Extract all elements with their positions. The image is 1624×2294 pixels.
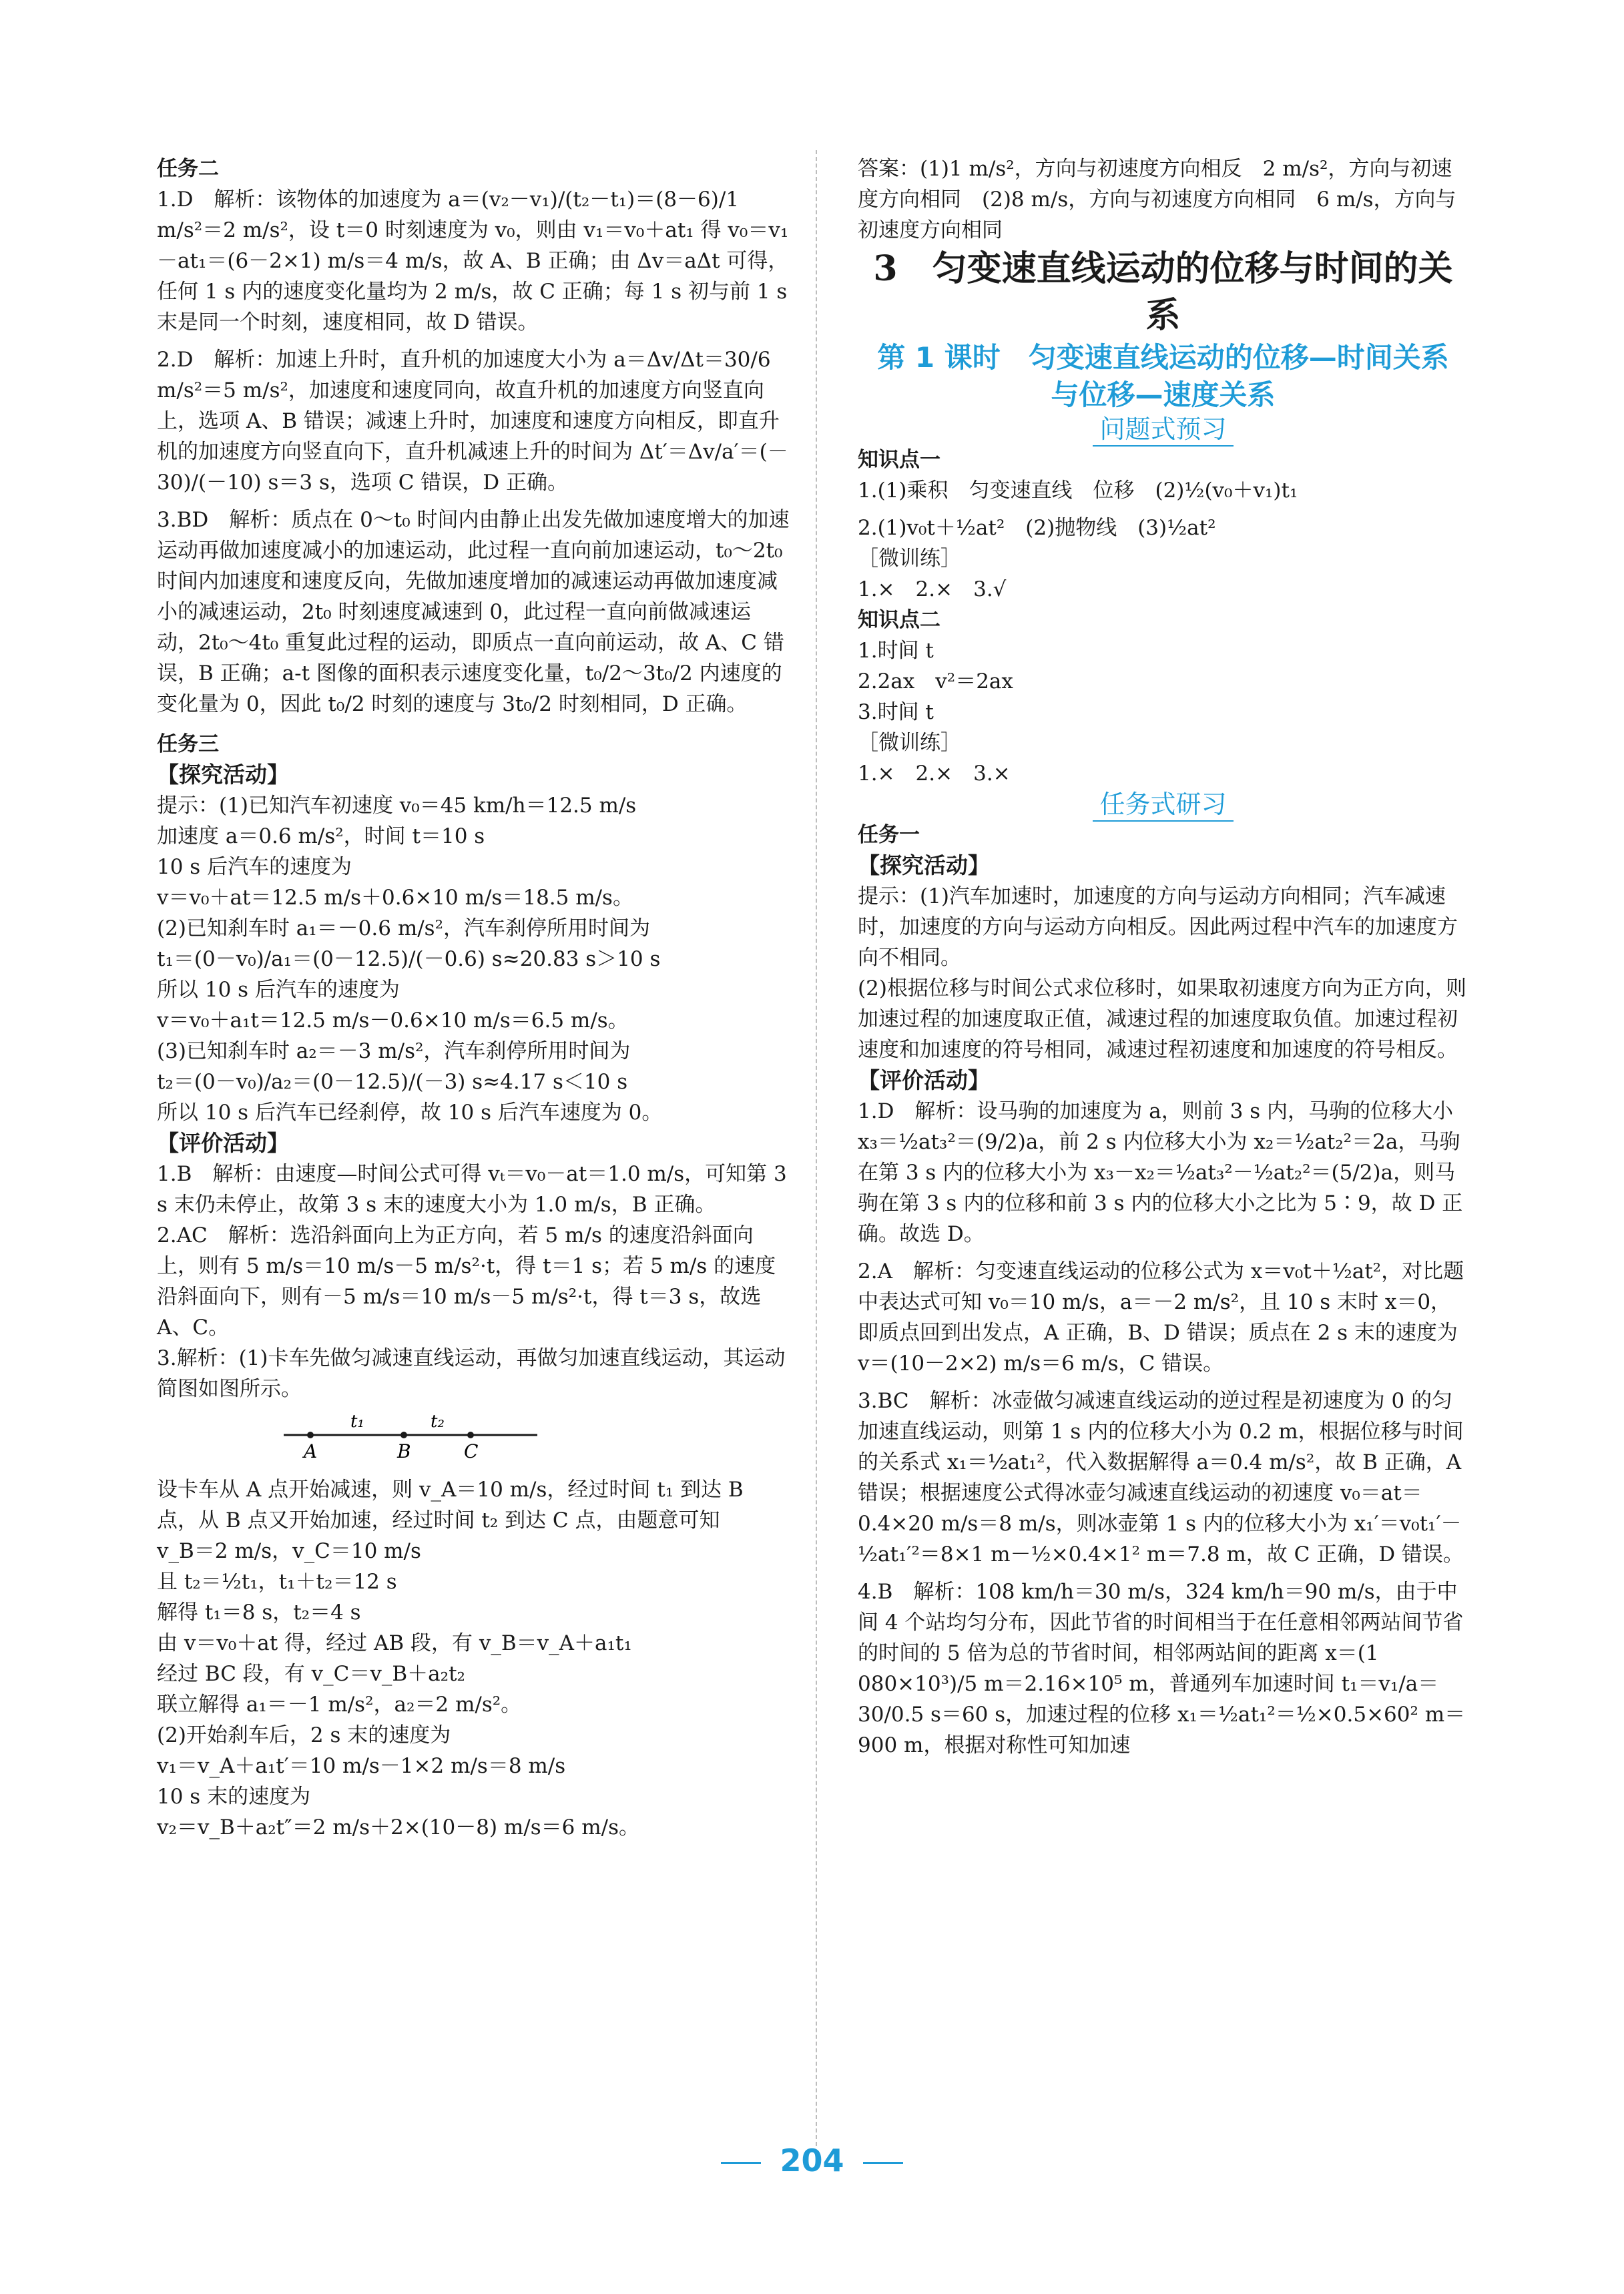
point-label-a: A [304, 1440, 318, 1462]
task3-after-line: v₂＝v_B＋a₂t″＝2 m/s＋2×(10－8) m/s＝6 m/s。 [157, 1815, 639, 1839]
task3-explore-line: 10 s 后汽车的速度为 [157, 855, 352, 879]
task3-eval-item-3: 3.解析：(1)卡车先做匀减速直线运动，再做匀加速直线运动，其运动简图如图所示。 [157, 1346, 786, 1401]
task3-after-line: 由 v＝v₀＋at 得，经过 AB 段，有 v_B＝v_A＋a₁t₁ [157, 1631, 632, 1655]
segment-label-t2: t₂ [431, 1412, 445, 1432]
section-title: 3 匀变速直线运动的位移与时间的关系 [873, 248, 1453, 336]
study-heading-text: 任务式研习 [1093, 790, 1233, 822]
task3-after-line: 10 s 末的速度为 [157, 1785, 311, 1809]
task3-explore-line: (3)已知刹车时 a₂＝－3 m/s²，汽车刹停所用时间为 [157, 1039, 631, 1063]
task3-explore-line: 所以 10 s 后汽车已经刹停，故 10 s 后汽车速度为 0。 [157, 1101, 663, 1125]
task1-eval-item-2: 2.A 解析：匀变速直线运动的位移公式为 x＝v₀t＋½at²，对比题中表达式可知 v₀＝10 m/s，a＝－2 m/s²，且 10 s 末时 x＝0，即质点回到出发点，A 正确，B、D 错误；质点在 2 s 末的速度为 v＝(10－2×2) m/s＝6 m/s，C 错误。 [858, 1259, 1464, 1376]
kp1-line: 1.× 2.× 3.√ [858, 577, 1007, 601]
kp1-line: 2.(1)v₀t＋½at² (2)抛物线 (3)½at² [858, 516, 1216, 540]
kp2-line: 1.时间 t [858, 639, 934, 663]
kp1-line: ［微训练］ [858, 547, 961, 571]
task2-item-3: 3.BD 解析：质点在 0～t₀ 时间内由静止出发先做加速度增大的加速运动再做加速度减小的加速运动，此过程一直向前加速运动，t₀～2t₀ 时间内加速度和速度反向，先做加速度增加的减速运动再做加速度减小的减速运动，2t₀ 时刻速度减速到 0，此过程一直向前做减速运动，2t₀～4t₀ 重复此过程的运动，即质点一直向前运动，故 A、C 错误，B 正确；a-t 图像的面积表示速度变化量，t₀/2～3t₀/2 内速度的变化量为 0，因此 t₀/2 时刻的速度与 3t₀/2 时刻相同，D 正确。 [157, 508, 790, 716]
task3-explore-line: t₁＝(0－v₀)/a₁＝(0－12.5)/(－0.6) s≈20.83 s＞10 s [157, 947, 661, 971]
task3-after-line: (2)开始刹车后，2 s 末的速度为 [157, 1723, 451, 1747]
task3-explore-heading: 【探究活动】 [157, 762, 289, 788]
task3-explore-line: (2)已知刹车时 a₁＝－0.6 m/s²，汽车刹停所用时间为 [157, 916, 651, 940]
lesson-title-line-1: 第 1 课时 匀变速直线运动的位移—时间关系 [877, 341, 1449, 374]
task1-explore-line: 提示：(1)汽车加速时，加速度的方向与运动方向相同；汽车减速时，加速度的方向与运动方向相反。因此两过程中汽车的加速度方向不相同。 [858, 884, 1458, 970]
segment-label-t1: t₁ [350, 1412, 364, 1432]
task3-after-line: 且 t₂＝½t₁，t₁＋t₂＝12 s [157, 1570, 397, 1594]
kp2-line: 3.时间 t [858, 700, 934, 724]
motion-diagram [270, 1408, 551, 1462]
task3-explore-line: 提示：(1)已知汽车初速度 v₀＝45 km/h＝12.5 m/s [157, 794, 637, 818]
task3-explore-line: 加速度 a＝0.6 m/s²，时间 t＝10 s [157, 824, 485, 848]
kp2-line: ［微训练］ [858, 731, 961, 755]
lesson-title-line-2: 与位移—速度关系 [1051, 378, 1276, 411]
preview-heading-text: 问题式预习 [1093, 414, 1233, 447]
task2-item-1: 1.D 解析：该物体的加速度为 a＝(v₂－v₁)/(t₂－t₁)＝(8－6)/1 m/s²＝2 m/s²，设 t＝0 时刻速度为 v₀，则由 v₁＝v₀＋at₁ 得 v₀＝v₁－at₁＝(6－2×1) m/s＝4 m/s，故 A、B 正确；由 Δv＝aΔt 可得，任何 1 s 内的速度变化量均为 2 m/s，故 C 正确；每 1 s 初与前 1 s 末是同一个时刻，速度相同，故 D 错误。 [157, 188, 794, 334]
task1-eval-item-3: 3.BC 解析：冰壶做匀减速直线运动的逆过程是初速度为 0 的匀加速直线运动，则第 1 s 内的位移大小为 0.2 m，根据位移与时间的关系式 x₁＝½at₁²，代入数据解得 a＝0.4 m/s²，故 B 正确，A 错误；根据速度公式得冰壶匀减速直线运动的初速度 v₀＝at＝0.4×20 m/s＝8 m/s，则冰壶第 1 s 内的位移大小为 x₁′＝v₀t₁′－½at₁′²＝8×1 m－½×0.4×1² m＝7.8 m，故 C 正确，D 错误。 [858, 1389, 1468, 1566]
task3-eval-item-2: 2.AC 解析：选沿斜面向上为正方向，若 5 m/s 的速度沿斜面向上，则有 5 m/s＝10 m/s－5 m/s²·t，得 t＝1 s；若 5 m/s 的速度沿斜面向下，则有－5 m/s＝10 m/s－5 m/s²·t，得 t＝3 s，故选 A、C。 [157, 1223, 776, 1340]
task1-explore-heading: 【探究活动】 [858, 852, 990, 878]
kp2-line: 2.2ax v²＝2ax [858, 669, 1013, 693]
point-b-dot [400, 1432, 407, 1438]
point-c-dot [467, 1432, 474, 1438]
task3-after-line: 联立解得 a₁＝－1 m/s²，a₂＝2 m/s²。 [157, 1693, 522, 1717]
column-divider [816, 150, 817, 2146]
task3-after-line: v₁＝v_A＋a₁t′＝10 m/s－1×2 m/s＝8 m/s [157, 1754, 566, 1778]
point-label-c: C [464, 1440, 479, 1462]
point-label-b: B [397, 1440, 411, 1462]
study-heading [858, 789, 1468, 820]
task1-heading: 任务一 [858, 823, 920, 847]
answer-block: 答案：(1)1 m/s²，方向与初速度方向相反 2 m/s²，方向与初速度方向相同 (2)8 m/s，方向与初速度方向相同 6 m/s，方向与初速度方向相同 [858, 157, 1456, 242]
right-column [858, 154, 1468, 1761]
task3-explore-line: t₂＝(0－v₀)/a₂＝(0－12.5)/(－3) s≈4.17 s＜10 s [157, 1070, 628, 1094]
kp1-line: 1.(1)乘积 匀变速直线 位移 (2)½(v₀＋v₁)t₁ [858, 479, 1298, 503]
kp2-heading: 知识点二 [858, 608, 940, 632]
task3-eval-item-1: 1.B 解析：由速度—时间公式可得 vₜ＝v₀－at＝1.0 m/s，可知第 3 s 末仍未停止，故第 3 s 末的速度大小为 1.0 m/s，B 正确。 [157, 1162, 794, 1217]
task3-explore-line: v＝v₀＋a₁t＝12.5 m/s－0.6×10 m/s＝6.5 m/s。 [157, 1009, 629, 1033]
task1-explore-line: (2)根据位移与时间公式求位移时，如果取初速度方向为正方向，则加速过程的加速度取正值，减速过程的加速度取负值。加速过程初速度和加速度的符号相同，减速过程初速度和加速度的符号相反。 [858, 976, 1466, 1062]
task1-eval-item-4: 4.B 解析：108 km/h＝30 m/s，324 km/h＝90 m/s，由于中间 4 个站均匀分布，因此节省的时间相当于在任意相邻两站间节省的时间的 5 倍为总的节省时间，相邻两站间的距离 x＝(1 080×10³)/5 m＝2.16×10⁵ m，普通列车加速时间 t₁＝v₁/a＝30/0.5 s＝60 s，加速过程的位移 x₁＝½at₁²＝½×0.5×60² m＝900 m，根据对称性可知加速 [858, 1580, 1466, 1757]
task3-heading: 任务三 [157, 732, 219, 756]
kp1-heading: 知识点一 [858, 448, 940, 472]
kp2-line: 1.× 2.× 3.× [858, 762, 1011, 786]
task3-after-line: 经过 BC 段，有 v_C＝v_B＋a₂t₂ [157, 1662, 465, 1686]
task3-after-line: 设卡车从 A 点开始减速，则 v_A＝10 m/s，经过时间 t₁ 到达 B 点，从 B 点又开始加速，经过时间 t₂ 到达 C 点，由题意可知 [157, 1478, 750, 1532]
task2-heading: 任务二 [157, 157, 219, 181]
task3-after-line: v_B＝2 m/s，v_C＝10 m/s [157, 1539, 421, 1563]
left-column [157, 154, 794, 1843]
page-number: 204 [0, 2142, 1624, 2179]
preview-heading [858, 414, 1468, 445]
task3-explore-line: 所以 10 s 后汽车的速度为 [157, 978, 400, 1002]
task3-explore-line: v＝v₀＋at＝12.5 m/s＋0.6×10 m/s＝18.5 m/s。 [157, 886, 633, 910]
task1-eval-heading: 【评价活动】 [858, 1067, 990, 1093]
task3-eval-heading: 【评价活动】 [157, 1130, 289, 1156]
point-a-dot [307, 1432, 314, 1438]
task2-item-2: 2.D 解析：加速上升时，直升机的加速度大小为 a＝Δv/Δt＝30/6 m/s²＝5 m/s²，加速度和速度同向，故直升机的加速度方向竖直向上，选项 A、B 错误；减速上升时，加速度和速度方向相反，即直升机的加速度方向竖直向下，直升机减速上升的时间为 Δt′＝Δv/a′＝(－30)/(－10) s＝3 s，选项 C 错误，D 正确。 [157, 348, 788, 495]
task1-eval-item-1: 1.D 解析：设马驹的加速度为 a，则前 3 s 内，马驹的位移大小 x₃＝½at₃²＝(9/2)a，前 2 s 内位移大小为 x₂＝½at₂²＝2a，马驹在第 3 s 内的位移大小为 x₃－x₂＝½at₃²－½at₂²＝(5/2)a，则马驹在第 3 s 内的位移和前 3 s 内的位移大小之比为 5∶9，故 D 正确。故选 D。 [858, 1099, 1463, 1246]
task3-after-line: 解得 t₁＝8 s，t₂＝4 s [157, 1601, 361, 1625]
